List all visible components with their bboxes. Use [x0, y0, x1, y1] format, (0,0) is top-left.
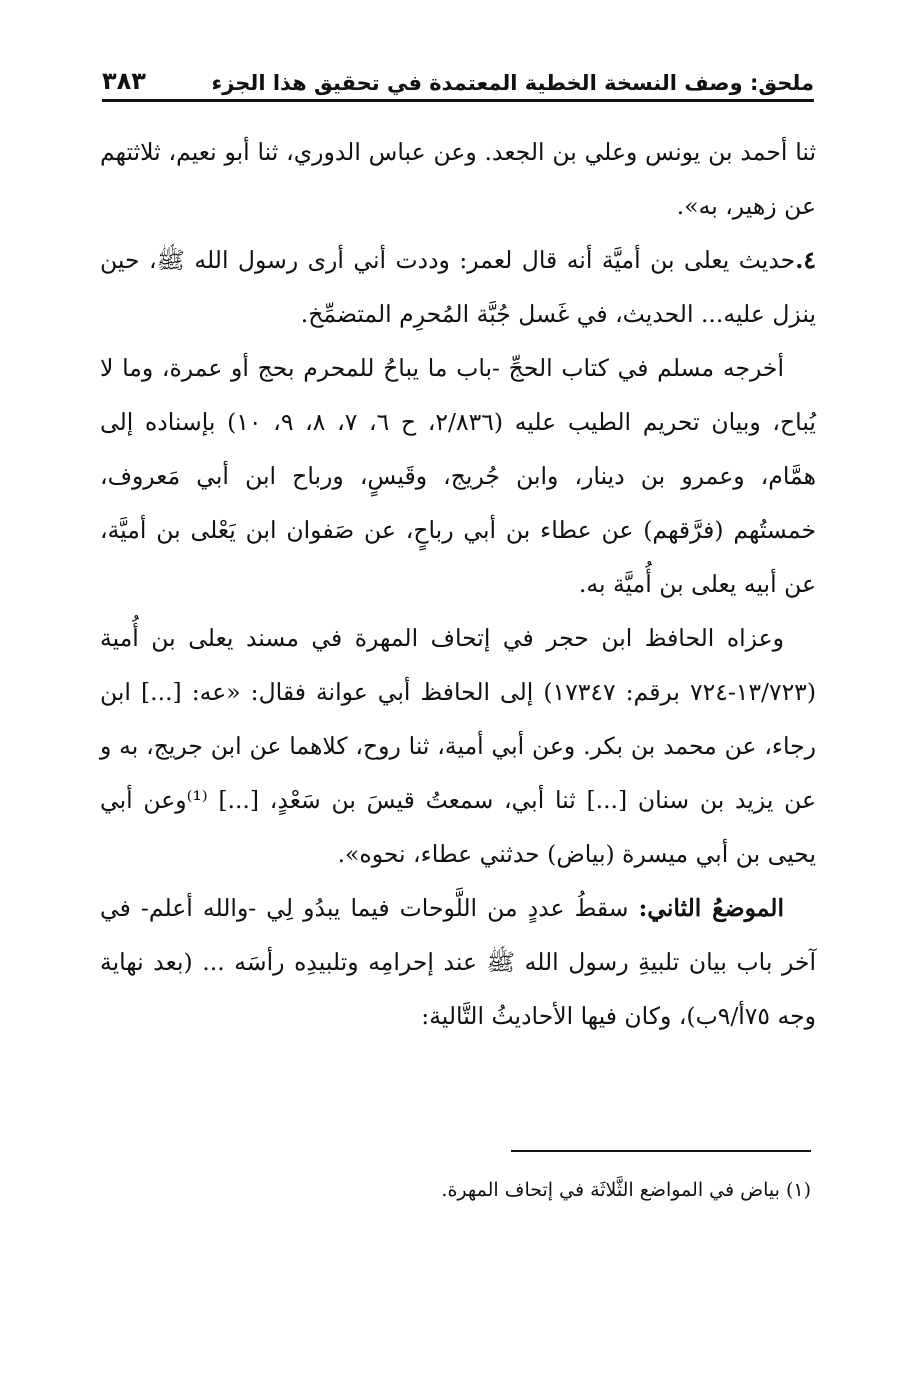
paragraph-5-text: سقطُ عددٍ من اللَّوحات فيما يبدُو لِي -والله أعلم- في آخر باب بيان تلبيةِ رسول الله ﷺ عند إحرامِه وتلبيدِه رأسَه ... (بعد نهاية وجه ٧٥أ/٩ب)، وكان فيها الأحاديثُ التَّالية:	[100, 894, 816, 1030]
paragraph-2-text: حديث يعلى بن أميَّة أنه قال لعمر: وددت أني أرى رسول الله ﷺ، حين ينزل عليه... الحديث، في غَسل جُبَّة المُحرِم المتضمِّخ.	[100, 246, 816, 328]
page-number: ٣٨٣	[102, 67, 146, 95]
running-header	[102, 66, 814, 102]
paragraph-4: وعزاه الحافظ ابن حجر في إتحاف المهرة في مسند يعلى بن أُمية (١٣/٧٢٣-٧٢٤ برقم: ١٧٣٤٧) إلى الحافظ أبي عوانة فقال: «عه: [...] ابن رجاء، عن محمد بن بكر. وعن أبي أمية، ثنا روح، كلاهما عن ابن جريج، به و عن يزيد بن سنان [...] ثنا أبي، سمعتُ قيسَ بن سَعْدٍ، [...] ⁽¹⁾وعن أبي يحيى بن أبي ميسرة (بياض) حدثني عطاء، نحوه».	[100, 624, 816, 868]
footnote	[95, 1175, 811, 1205]
footnote-marker: (١)	[785, 1179, 811, 1201]
hadith-number: ٤.	[795, 246, 816, 274]
footnote-divider	[511, 1150, 811, 1152]
paragraph-1: ثنا أحمد بن يونس وعلي بن الجعد. وعن عباس الدوري، ثنا أبو نعيم، ثلاثتهم عن زهير، به».	[100, 138, 816, 220]
footnote-text: بياض في المواضع الثَّلاثَة في إتحاف المهرة.	[441, 1179, 780, 1201]
section-lead: الموضعُ الثاني:	[638, 894, 784, 922]
main-text	[100, 125, 816, 1043]
paragraph-3: أخرجه مسلم في كتاب الحجِّ -باب ما يباحُ للمحرم بحج أو عمرة، وما لا يُباح، وبيان تحريم الطيب عليه (٢/٨٣٦، ح ٦، ٧، ٨، ٩، ١٠) بإسناده إلى همَّام، وعمرو بن دينار، وابن جُريج، وقَيسٍ، ورباح ابن أبي مَعروف، خمستُهم (فرَّقهم) عن عطاء بن أبي رباحٍ، عن صَفوان ابن يَعْلى بن أميَّة، عن أبيه يعلى بن أُميَّة به.	[100, 354, 816, 598]
header-title: ملحق: وصف النسخة الخطية المعتمدة في تحقيق هذا الجزء	[211, 71, 814, 95]
paragraph-2	[100, 233, 816, 341]
paragraph-5	[100, 881, 816, 1043]
